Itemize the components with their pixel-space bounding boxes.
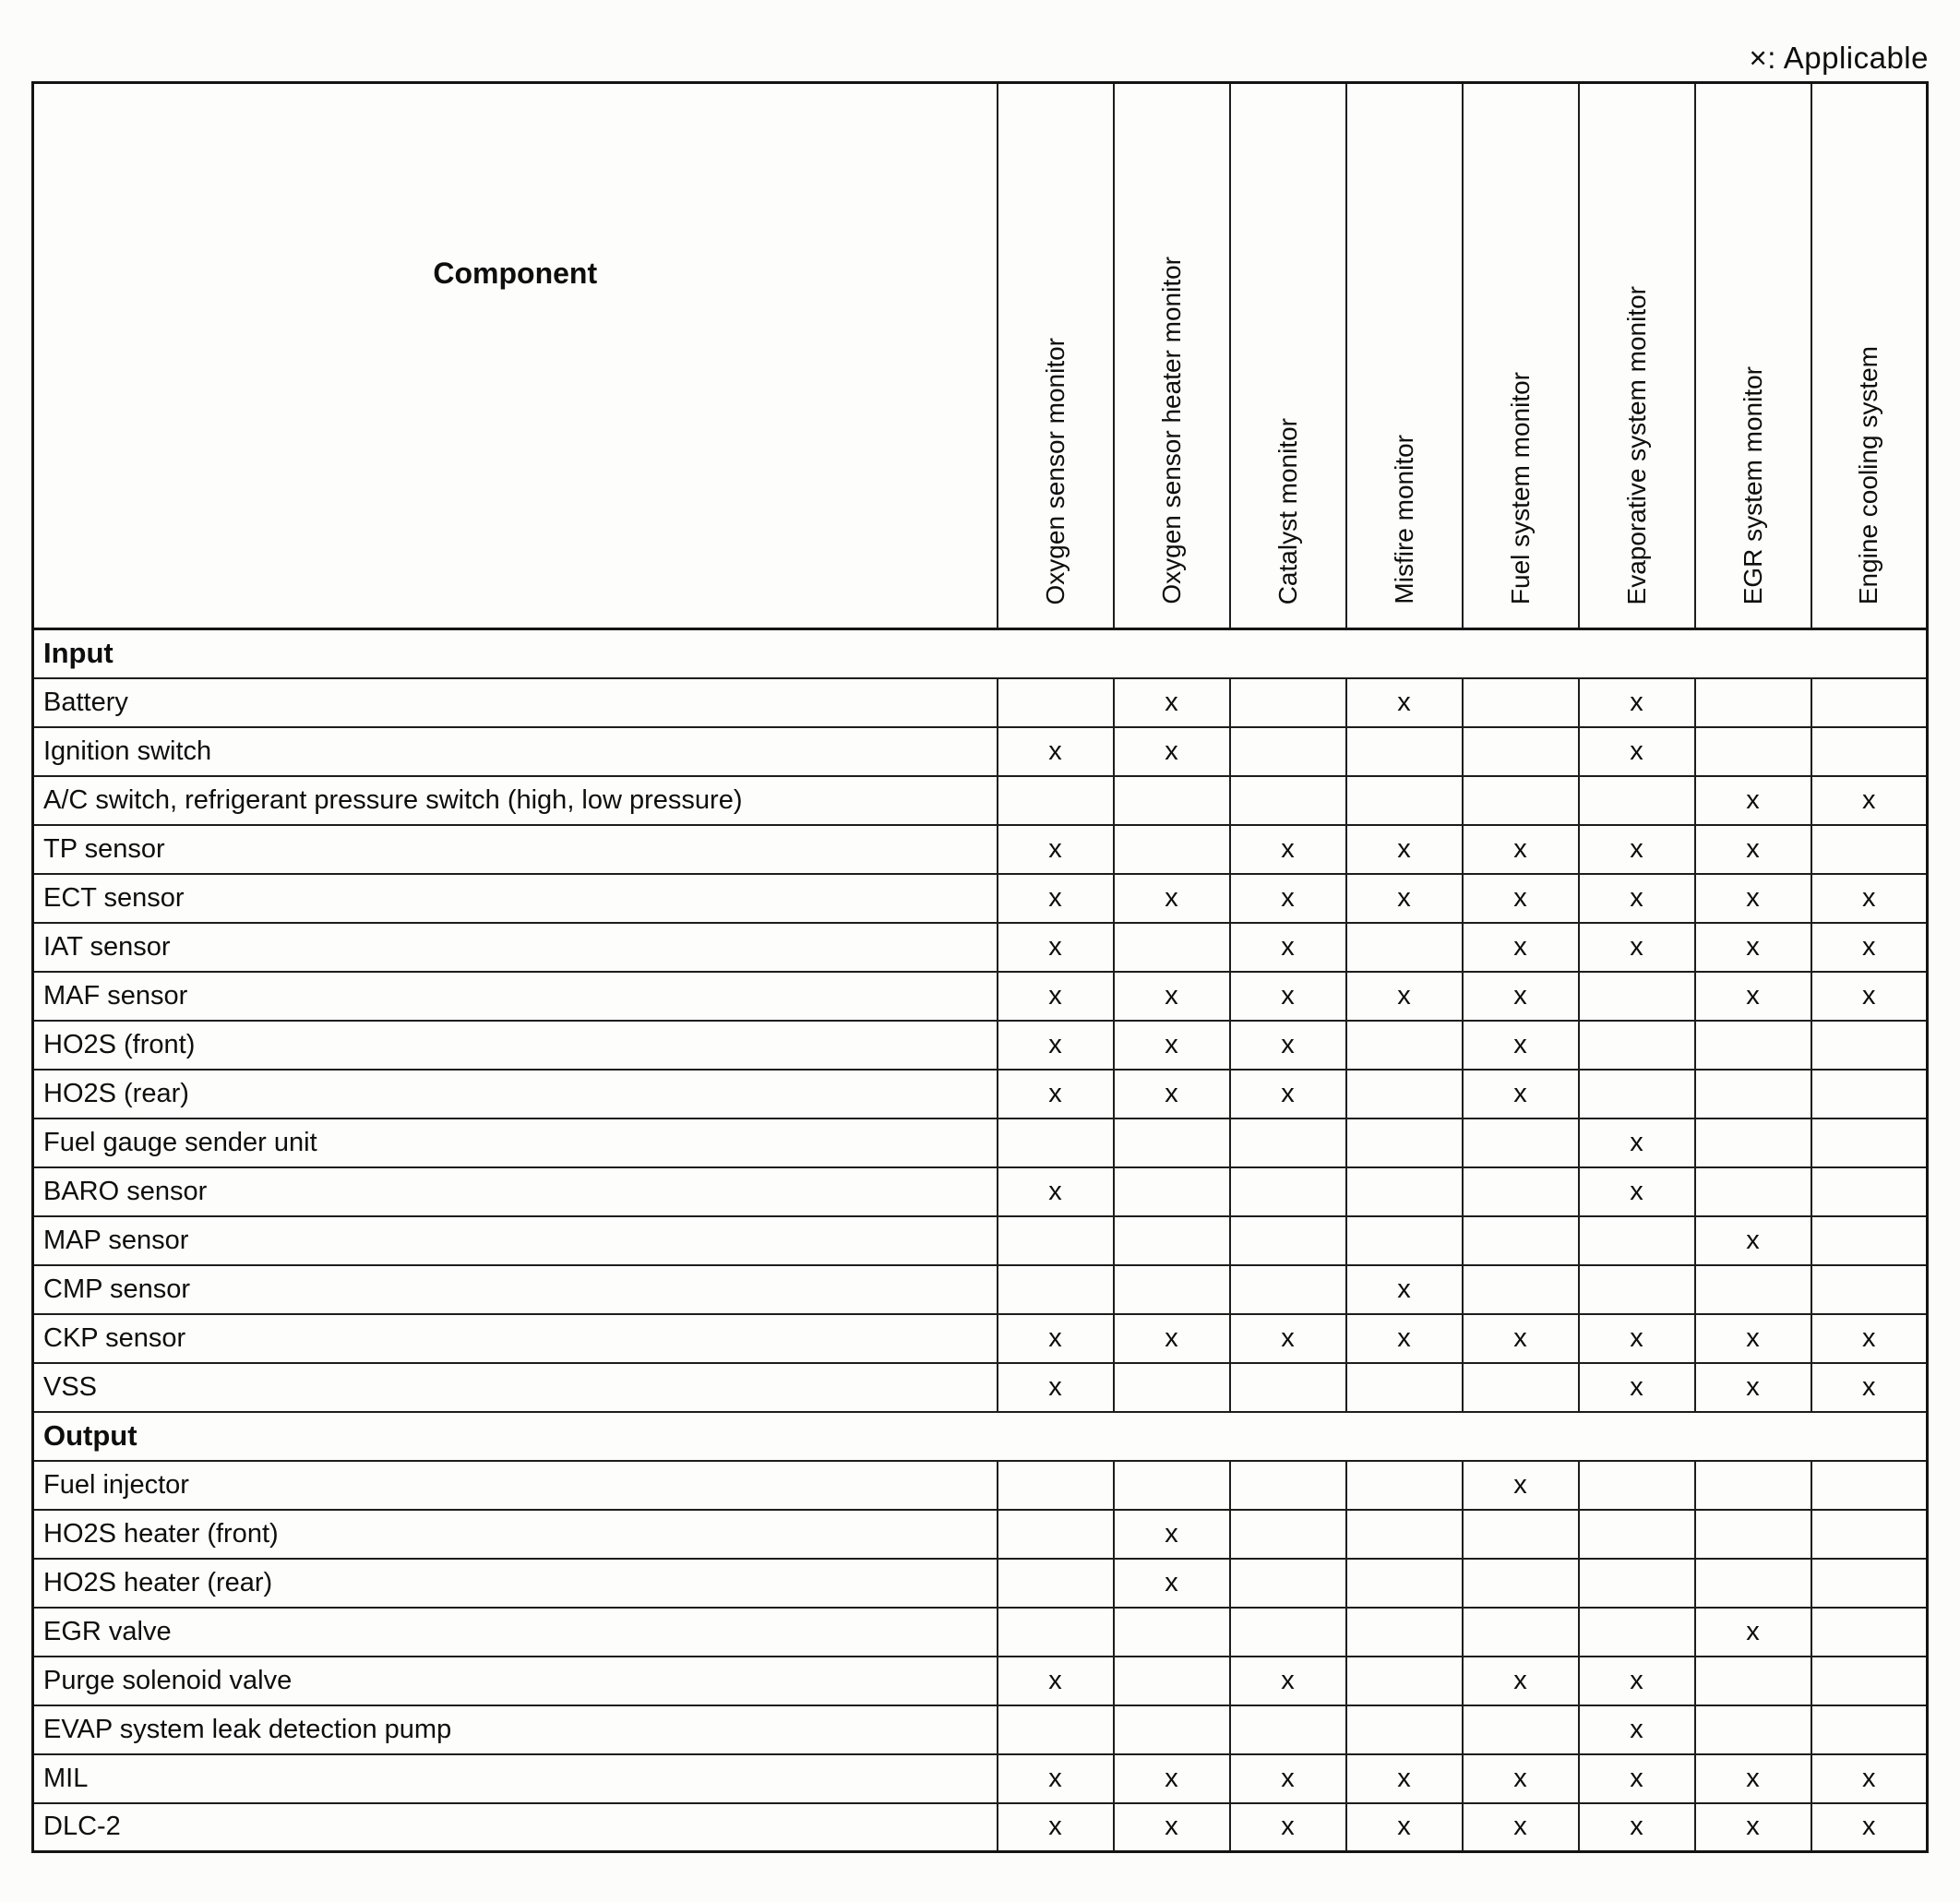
applicable-mark-cell: x [998,1363,1114,1412]
empty-mark-cell [1579,1216,1695,1265]
monitor-column-header [1463,83,1579,629]
applicable-mark-cell: x [1579,1657,1695,1705]
component-row [33,776,1928,825]
empty-mark-cell [1695,1167,1811,1216]
applicable-mark-cell: x [998,727,1114,776]
component-name: ECT sensor [33,874,998,923]
component-name: Battery [33,678,998,727]
applicable-mark-cell: x [1579,1363,1695,1412]
empty-mark-cell [1346,1559,1463,1608]
component-name: CMP sensor [33,1265,998,1314]
applicable-mark-cell: x [1811,972,1928,1021]
empty-mark-cell [1463,727,1579,776]
empty-mark-cell [1230,1608,1346,1657]
empty-mark-cell [1811,1216,1928,1265]
component-row [33,1167,1928,1216]
component-name: Ignition switch [33,727,998,776]
component-name: TP sensor [33,825,998,874]
monitor-column-label: EGR system monitor [1738,365,1767,604]
applicable-mark-cell: x [1463,825,1579,874]
applicable-mark-cell: x [1579,874,1695,923]
empty-mark-cell [1579,1510,1695,1559]
empty-mark-cell [998,1461,1114,1510]
empty-mark-cell [1811,1070,1928,1118]
empty-mark-cell [1463,1608,1579,1657]
applicable-mark-cell: x [998,1803,1114,1852]
applicable-mark-cell: x [1463,874,1579,923]
applicable-mark-cell: x [1114,1803,1230,1852]
applicable-mark-cell: x [998,972,1114,1021]
empty-mark-cell [1811,1559,1928,1608]
empty-mark-cell [1114,1705,1230,1754]
component-row [33,727,1928,776]
empty-mark-cell [1463,1265,1579,1314]
applicable-mark-cell: x [998,825,1114,874]
section-label: Input [33,629,1928,678]
applicable-mark-cell: x [998,923,1114,972]
applicable-mark-cell: x [1463,1021,1579,1070]
applicable-mark-cell: x [1695,1363,1811,1412]
empty-mark-cell [1695,1510,1811,1559]
empty-mark-cell [1346,1167,1463,1216]
component-row [33,1118,1928,1167]
empty-mark-cell [1579,1461,1695,1510]
applicable-mark-cell: x [1346,825,1463,874]
monitor-column-header [1811,83,1928,629]
empty-mark-cell [998,1510,1114,1559]
empty-mark-cell [1579,1608,1695,1657]
applicable-mark-cell: x [1230,1021,1346,1070]
applicable-mark-cell: x [1579,1803,1695,1852]
empty-mark-cell [1579,776,1695,825]
empty-mark-cell [1463,1167,1579,1216]
applicable-mark-cell: x [1579,1314,1695,1363]
empty-mark-cell [1811,1118,1928,1167]
monitor-column-label: Fuel system monitor [1505,371,1535,604]
component-name: A/C switch, refrigerant pressure switch (high, low pressure) [33,776,998,825]
empty-mark-cell [1230,1265,1346,1314]
component-row [33,923,1928,972]
applicable-mark-cell: x [1811,1314,1928,1363]
applicable-mark-cell: x [1230,874,1346,923]
empty-mark-cell [1463,678,1579,727]
empty-mark-cell [1463,776,1579,825]
empty-mark-cell [1463,1216,1579,1265]
applicable-mark-cell: x [1695,1803,1811,1852]
monitor-column-label: Catalyst monitor [1273,417,1302,604]
component-row [33,1803,1928,1852]
component-column-header: Component [33,83,998,629]
monitor-column-label: Evaporative system monitor [1621,285,1651,604]
component-name: VSS [33,1363,998,1412]
applicable-mark-cell: x [1230,972,1346,1021]
table-header-row [33,83,1928,629]
applicable-mark-cell: x [1463,1803,1579,1852]
empty-mark-cell [1695,727,1811,776]
empty-mark-cell [1230,1216,1346,1265]
applicable-mark-cell: x [1346,972,1463,1021]
applicable-mark-cell: x [1811,1363,1928,1412]
applicable-mark-cell: x [1463,1657,1579,1705]
applicable-mark-cell: x [1811,923,1928,972]
empty-mark-cell [1579,1070,1695,1118]
empty-mark-cell [998,1118,1114,1167]
empty-mark-cell [1695,1070,1811,1118]
component-name: Purge solenoid valve [33,1657,998,1705]
component-row [33,874,1928,923]
empty-mark-cell [998,1265,1114,1314]
empty-mark-cell [1811,1608,1928,1657]
empty-mark-cell [1579,1021,1695,1070]
empty-mark-cell [1230,1461,1346,1510]
empty-mark-cell [1811,727,1928,776]
component-name: MAP sensor [33,1216,998,1265]
empty-mark-cell [1346,1021,1463,1070]
empty-mark-cell [1811,1021,1928,1070]
empty-mark-cell [1695,1657,1811,1705]
empty-mark-cell [1114,1216,1230,1265]
applicable-mark-cell: x [998,1314,1114,1363]
applicable-mark-cell: x [1114,874,1230,923]
applicable-mark-cell: x [1346,1803,1463,1852]
applicable-mark-cell: x [998,874,1114,923]
applicable-mark-cell: x [1230,923,1346,972]
empty-mark-cell [1114,1363,1230,1412]
empty-mark-cell [1346,727,1463,776]
applicable-mark-cell: x [1230,1803,1346,1852]
empty-mark-cell [998,1608,1114,1657]
applicable-mark-cell: x [1114,727,1230,776]
applicable-mark-cell: x [1230,1754,1346,1803]
component-name: CKP sensor [33,1314,998,1363]
applicable-mark-cell: x [1579,825,1695,874]
empty-mark-cell [1579,1559,1695,1608]
applicable-mark-cell: x [1463,972,1579,1021]
empty-mark-cell [1811,1265,1928,1314]
applicable-mark-cell: x [1463,923,1579,972]
applicable-mark-cell: x [1346,1754,1463,1803]
empty-mark-cell [998,776,1114,825]
applicable-mark-cell: x [1463,1314,1579,1363]
component-name: Fuel injector [33,1461,998,1510]
applicable-legend: ×: Applicable [1749,41,1929,75]
applicable-mark-cell: x [1114,1314,1230,1363]
empty-mark-cell [1230,727,1346,776]
empty-mark-cell [1114,776,1230,825]
applicable-mark-cell: x [1695,1754,1811,1803]
section-label: Output [33,1412,1928,1461]
monitor-column-header [1230,83,1346,629]
empty-mark-cell [1579,972,1695,1021]
component-row [33,825,1928,874]
empty-mark-cell [1114,1265,1230,1314]
applicable-mark-cell: x [1695,776,1811,825]
applicable-mark-cell: x [1346,874,1463,923]
component-name: EGR valve [33,1608,998,1657]
empty-mark-cell [1346,1657,1463,1705]
component-name: HO2S heater (front) [33,1510,998,1559]
empty-mark-cell [1230,776,1346,825]
applicable-mark-cell: x [1114,1021,1230,1070]
applicable-mark-cell: x [1695,874,1811,923]
empty-mark-cell [1346,1608,1463,1657]
empty-mark-cell [1695,1461,1811,1510]
component-name: MIL [33,1754,998,1803]
empty-mark-cell [1463,1510,1579,1559]
applicable-mark-cell: x [1811,1754,1928,1803]
empty-mark-cell [1695,1118,1811,1167]
empty-mark-cell [998,678,1114,727]
applicable-mark-cell: x [1114,1559,1230,1608]
monitor-column-label: Oxygen sensor heater monitor [1156,257,1186,604]
monitor-column-header [1695,83,1811,629]
component-row [33,1314,1928,1363]
applicable-mark-cell: x [1811,1803,1928,1852]
applicable-mark-cell: x [1230,1070,1346,1118]
applicable-mark-cell: x [1230,1657,1346,1705]
applicable-mark-cell: x [1579,923,1695,972]
monitor-column-header [1114,83,1230,629]
empty-mark-cell [1346,1510,1463,1559]
empty-mark-cell [1114,1167,1230,1216]
applicable-mark-cell: x [1811,874,1928,923]
applicable-mark-cell: x [1114,678,1230,727]
applicable-mark-cell: x [1114,1510,1230,1559]
applicable-mark-cell: x [998,1021,1114,1070]
component-row [33,1559,1928,1608]
empty-mark-cell [1346,1216,1463,1265]
component-name: HO2S (front) [33,1021,998,1070]
empty-mark-cell [1114,825,1230,874]
component-row [33,1705,1928,1754]
empty-mark-cell [1230,1167,1346,1216]
empty-mark-cell [1463,1559,1579,1608]
empty-mark-cell [1230,1118,1346,1167]
applicable-mark-cell: x [1346,1265,1463,1314]
component-row [33,678,1928,727]
applicable-mark-cell: x [1463,1070,1579,1118]
empty-mark-cell [1346,1070,1463,1118]
empty-mark-cell [1230,1705,1346,1754]
section-row [33,1412,1928,1461]
empty-mark-cell [1346,1705,1463,1754]
component-row [33,1070,1928,1118]
monitor-column-header [998,83,1114,629]
component-name: IAT sensor [33,923,998,972]
monitor-column-label: Oxygen sensor monitor [1040,337,1070,604]
applicable-mark-cell: x [1579,1167,1695,1216]
component-name: EVAP system leak detection pump [33,1705,998,1754]
applicable-mark-cell: x [1579,1118,1695,1167]
empty-mark-cell [1811,1510,1928,1559]
component-row [33,972,1928,1021]
empty-mark-cell [1695,1705,1811,1754]
empty-mark-cell [1811,825,1928,874]
monitor-column-header [1579,83,1695,629]
empty-mark-cell [1695,678,1811,727]
component-row [33,1754,1928,1803]
applicable-mark-cell: x [998,1754,1114,1803]
empty-mark-cell [1811,1657,1928,1705]
empty-mark-cell [1230,1363,1346,1412]
applicable-mark-cell: x [1346,1314,1463,1363]
applicable-mark-cell: x [1230,1314,1346,1363]
empty-mark-cell [1114,1461,1230,1510]
empty-mark-cell [998,1705,1114,1754]
applicable-mark-cell: x [998,1167,1114,1216]
applicable-mark-cell: x [998,1070,1114,1118]
empty-mark-cell [1230,678,1346,727]
empty-mark-cell [1114,923,1230,972]
applicable-mark-cell: x [1695,972,1811,1021]
empty-mark-cell [1463,1705,1579,1754]
empty-mark-cell [1230,1559,1346,1608]
applicable-mark-cell: x [998,1657,1114,1705]
section-row [33,629,1928,678]
applicable-mark-cell: x [1579,727,1695,776]
component-row [33,1363,1928,1412]
empty-mark-cell [1463,1118,1579,1167]
applicable-mark-cell: x [1579,1705,1695,1754]
monitor-column-header [1346,83,1463,629]
empty-mark-cell [1346,776,1463,825]
monitor-applicability-table [31,81,1929,1853]
applicable-mark-cell: x [1695,1314,1811,1363]
applicable-mark-cell: x [1695,1608,1811,1657]
empty-mark-cell [998,1559,1114,1608]
applicable-mark-cell: x [1114,1754,1230,1803]
empty-mark-cell [1230,1510,1346,1559]
empty-mark-cell [1695,1559,1811,1608]
applicable-mark-cell: x [1811,776,1928,825]
empty-mark-cell [1346,923,1463,972]
applicable-mark-cell: x [1695,1216,1811,1265]
empty-mark-cell [1114,1608,1230,1657]
component-row [33,1657,1928,1705]
empty-mark-cell [1579,1265,1695,1314]
component-row [33,1510,1928,1559]
empty-mark-cell [1811,1167,1928,1216]
applicable-mark-cell: x [1346,678,1463,727]
component-row [33,1265,1928,1314]
applicable-mark-cell: x [1114,1070,1230,1118]
component-row [33,1608,1928,1657]
empty-mark-cell [1346,1118,1463,1167]
applicable-mark-cell: x [1695,923,1811,972]
component-row [33,1216,1928,1265]
applicable-mark-cell: x [1463,1461,1579,1510]
component-name: HO2S heater (rear) [33,1559,998,1608]
component-name: HO2S (rear) [33,1070,998,1118]
applicable-mark-cell: x [1463,1754,1579,1803]
component-name: DLC-2 [33,1803,998,1852]
applicable-mark-cell: x [1579,1754,1695,1803]
applicable-mark-cell: x [1579,678,1695,727]
empty-mark-cell [1695,1021,1811,1070]
empty-mark-cell [1346,1363,1463,1412]
empty-mark-cell [1811,678,1928,727]
empty-mark-cell [1463,1363,1579,1412]
component-name: Fuel gauge sender unit [33,1118,998,1167]
monitor-column-label: Engine cooling system [1854,345,1883,604]
empty-mark-cell [998,1216,1114,1265]
component-name: BARO sensor [33,1167,998,1216]
monitor-column-label: Misfire monitor [1389,435,1418,604]
empty-mark-cell [1811,1705,1928,1754]
applicable-mark-cell: x [1695,825,1811,874]
component-name: MAF sensor [33,972,998,1021]
empty-mark-cell [1346,1461,1463,1510]
applicable-mark-cell: x [1230,825,1346,874]
applicable-mark-cell: x [1114,972,1230,1021]
empty-mark-cell [1811,1461,1928,1510]
component-row [33,1021,1928,1070]
empty-mark-cell [1114,1657,1230,1705]
empty-mark-cell [1114,1118,1230,1167]
component-row [33,1461,1928,1510]
empty-mark-cell [1695,1265,1811,1314]
